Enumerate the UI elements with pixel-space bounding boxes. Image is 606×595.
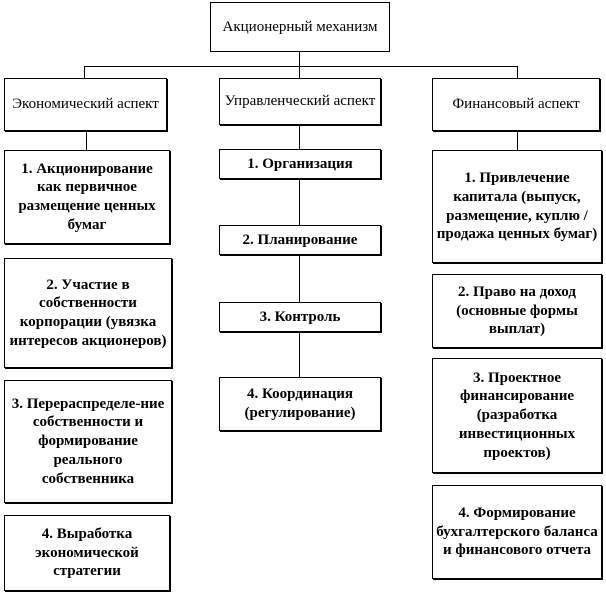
economic-heading-label: Экономический аспект bbox=[12, 96, 159, 113]
root-node bbox=[210, 2, 390, 52]
economic-item-3 bbox=[4, 380, 172, 503]
economic-item-2 bbox=[4, 258, 172, 368]
management-heading-label: Управленческий аспект bbox=[224, 93, 376, 110]
economic-aspect-heading bbox=[4, 78, 167, 131]
economic-item-1 bbox=[4, 150, 170, 244]
financial-item-1 bbox=[432, 150, 602, 263]
economic-item-1-label: 1. Акционирование как первичное размещение ценных бумаг bbox=[18, 160, 156, 233]
connector-root-down bbox=[299, 52, 300, 66]
management-item-3-label: 3. Контроль bbox=[259, 308, 341, 325]
connector-financial-1 bbox=[517, 131, 518, 150]
connector-economic-1 bbox=[86, 131, 87, 150]
financial-item-4-label: 4. Формирование бухгалтерского баланса и финансового отчета bbox=[436, 504, 598, 559]
economic-item-4 bbox=[4, 515, 170, 591]
connector-horizontal-bus bbox=[84, 66, 518, 67]
management-item-3 bbox=[219, 302, 381, 332]
connector-to-financial bbox=[517, 66, 518, 78]
financial-item-2-label: 2. Право на доход (основные формы выплат) bbox=[456, 283, 578, 338]
management-item-4 bbox=[219, 377, 381, 431]
connector-to-management bbox=[299, 66, 300, 78]
management-item-1-label: 1. Организация bbox=[247, 155, 353, 172]
connector-to-economic bbox=[84, 66, 85, 78]
financial-item-2 bbox=[432, 274, 602, 348]
financial-item-1-label: 1. Привлечение капитала (выпуск, размещение, куплю / продажа ценных бумаг) bbox=[436, 170, 598, 243]
management-item-4-label: 4. Координация (регулирование) bbox=[244, 386, 356, 421]
root-label: Акционерный механизм bbox=[222, 18, 378, 35]
economic-item-4-label: 4. Выработка экономической стратегии bbox=[35, 525, 139, 580]
management-item-1 bbox=[219, 149, 381, 179]
financial-heading-label: Финансовый аспект bbox=[452, 96, 580, 113]
management-item-2-label: 2. Планирование bbox=[242, 231, 358, 248]
management-aspect-heading bbox=[219, 78, 381, 125]
financial-item-3-label: 3. Проектное финансирование (разработка инвестиционных проектов) bbox=[458, 369, 576, 461]
financial-aspect-heading bbox=[432, 78, 600, 131]
management-item-2 bbox=[219, 225, 381, 255]
economic-item-3-label: 3. Перераспределе-ние собственности и формирование реального собственника bbox=[11, 395, 165, 487]
economic-item-2-label: 2. Участие в собственности корпорации (увязка интересов акционеров) bbox=[9, 276, 167, 349]
financial-item-3 bbox=[432, 358, 602, 473]
financial-item-4 bbox=[432, 485, 602, 579]
